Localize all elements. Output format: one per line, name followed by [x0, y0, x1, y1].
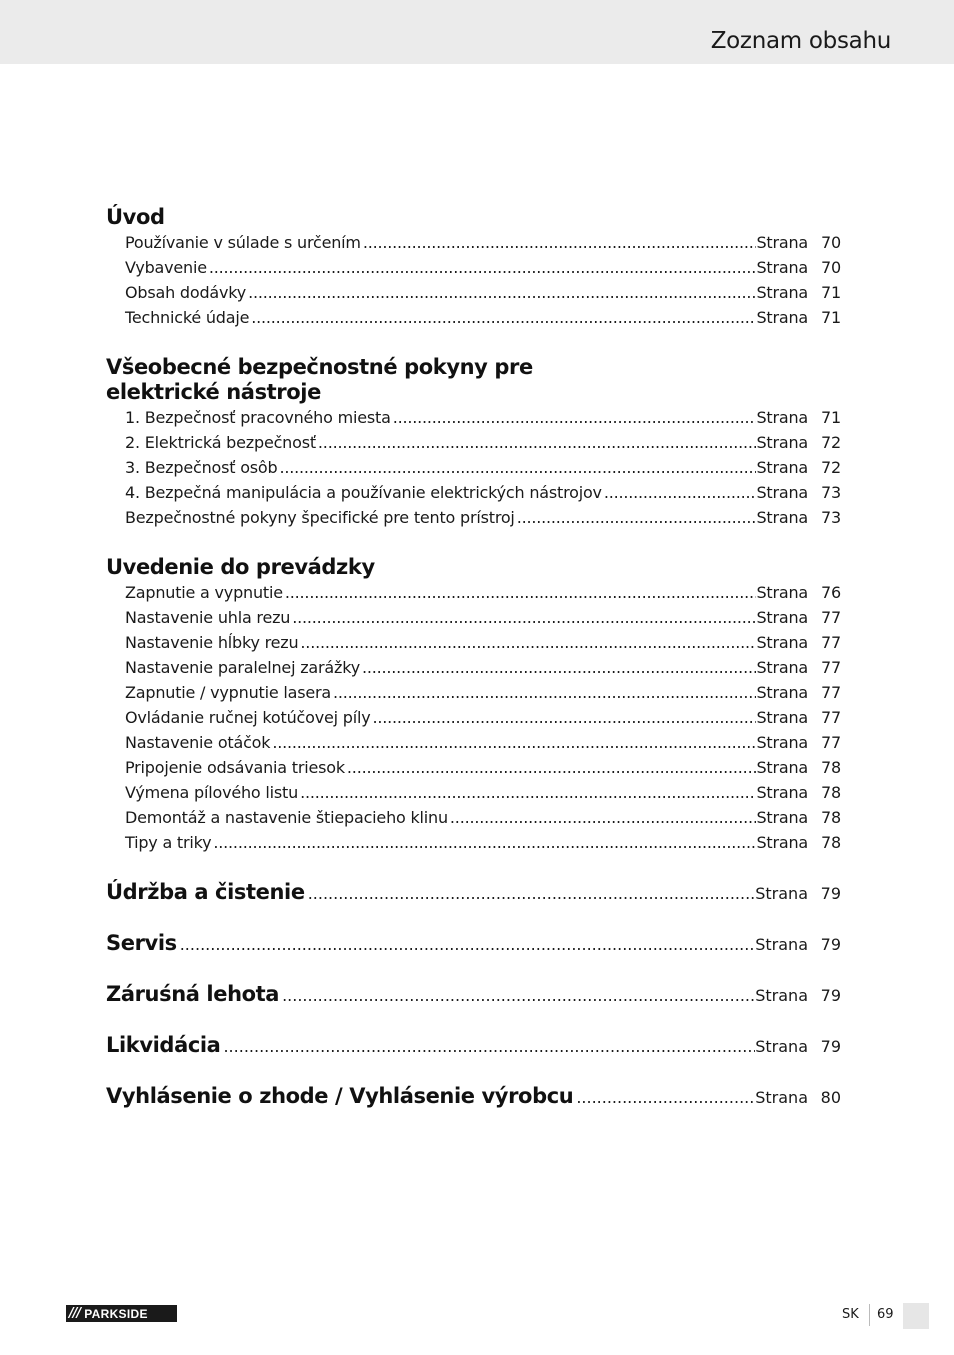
toc-entry[interactable]	[106, 505, 841, 530]
leader-dots	[272, 730, 756, 755]
leader-dots	[372, 705, 756, 730]
toc-entry-label: Strana	[756, 258, 808, 277]
toc-entry-text: Zapnutie a vypnutie	[125, 583, 283, 602]
toc-entry-text: Používanie v súlade s určením	[125, 233, 361, 252]
toc-entry-text: Demontáž a nastavenie štiepacieho klinu	[125, 808, 448, 827]
section-title-uvod: Úvod	[106, 205, 165, 229]
leader-dots	[318, 430, 757, 455]
toc-entry-page: 78	[821, 783, 841, 802]
toc-entry-label: Strana	[756, 658, 808, 677]
toc-entry-label: Strana	[756, 508, 808, 527]
toc-entry-page: 71	[821, 408, 841, 427]
toc-entry-label: Strana	[755, 935, 808, 954]
toc-entry[interactable]	[106, 780, 841, 805]
toc-entry[interactable]	[106, 830, 841, 855]
parkside-logo	[66, 1305, 177, 1322]
toc-entry-page: 71	[821, 308, 841, 327]
toc-entry-page: 78	[821, 833, 841, 852]
toc-entry-page: 77	[821, 683, 841, 702]
toc-main-entry-text: Likvidácia	[106, 1033, 221, 1057]
footer-divider	[869, 1304, 870, 1326]
toc-entry-label: Strana	[755, 1037, 808, 1056]
toc-entry-text: Výmena pílového listu	[125, 783, 299, 802]
toc-entry-text: Tipy a triky	[125, 833, 212, 852]
toc-entry-label: Strana	[756, 833, 808, 852]
toc-main-entry-text: Vyhlásenie o zhode / Vyhlásenie výrobcu	[106, 1084, 574, 1108]
toc-entry[interactable]	[106, 580, 841, 605]
leader-dots	[279, 455, 756, 480]
toc-entry-label: Strana	[756, 683, 808, 702]
toc-entry-page: 70	[821, 233, 841, 252]
toc-entry[interactable]	[106, 805, 841, 830]
toc-entry[interactable]	[106, 605, 841, 630]
toc-entry-text: 1. Bezpečnosť pracovného miesta	[125, 408, 391, 427]
toc-entry-page: 73	[821, 508, 841, 527]
toc-entry-page: 72	[821, 433, 841, 452]
toc-entry-page: 79	[820, 935, 841, 954]
toc-entry-page: 77	[821, 733, 841, 752]
toc-entry-page: 72	[821, 458, 841, 477]
leader-dots	[300, 780, 756, 805]
toc-entry-label: Strana	[756, 483, 808, 502]
toc-entry[interactable]	[106, 730, 841, 755]
page-number: 69	[877, 1307, 894, 1322]
toc-entry-label: Strana	[756, 758, 808, 777]
section-title-safety-line1: Všeobecné bezpečnostné pokyny pre	[106, 355, 533, 379]
toc-entry-label: Strana	[756, 408, 808, 427]
toc-entry-page: 77	[821, 633, 841, 652]
page-title: Zoznam obsahu	[710, 28, 891, 54]
toc-entry-page: 71	[821, 283, 841, 302]
leader-dots	[576, 1085, 755, 1110]
toc-entry-text: Zapnutie / vypnutie lasera	[125, 683, 331, 702]
toc-entry[interactable]	[106, 405, 841, 430]
toc-entry-text: Nastavenie otáčok	[125, 733, 271, 752]
toc-main-entry[interactable]	[106, 931, 841, 957]
toc-entry[interactable]	[106, 480, 841, 505]
toc-entry-label: Strana	[755, 1088, 808, 1107]
section-title-uvedenie: Uvedenie do prevádzky	[106, 555, 375, 579]
leader-dots	[450, 805, 757, 830]
toc-entry-page: 79	[820, 986, 841, 1005]
logo-stripes: ///	[69, 1306, 81, 1321]
toc-entry-label: Strana	[756, 608, 808, 627]
toc-entry[interactable]	[106, 430, 841, 455]
toc-entry-page: 78	[821, 808, 841, 827]
toc-entry-text: Pripojenie odsávania triesok	[125, 758, 345, 777]
leader-dots	[251, 305, 756, 330]
toc-entry-text: 4. Bezpečná manipulácia a používanie elektrických nástrojov	[125, 483, 602, 502]
leader-dots	[213, 830, 756, 855]
page-tab-marker	[903, 1303, 929, 1329]
toc-entry[interactable]	[106, 630, 841, 655]
toc-entry-text: Ovládanie ručnej kotúčovej píly	[125, 708, 371, 727]
toc-entry-label: Strana	[756, 733, 808, 752]
language-code: SK	[842, 1307, 859, 1322]
leader-dots	[347, 755, 757, 780]
toc-entry-label: Strana	[756, 583, 808, 602]
toc-main-entry[interactable]	[106, 880, 841, 906]
leader-dots	[393, 405, 757, 430]
leader-dots	[308, 881, 756, 906]
toc-entry-page: 80	[820, 1088, 841, 1107]
leader-dots	[517, 505, 757, 530]
toc-entry-page: 77	[821, 608, 841, 627]
toc-main-entry[interactable]	[106, 1084, 841, 1110]
logo-text: PARKSIDE	[84, 1306, 148, 1321]
toc-entry-text: Obsah dodávky	[125, 283, 247, 302]
toc-entry-text: Vybavenie	[125, 258, 207, 277]
toc-entry-page: 79	[820, 884, 841, 903]
leader-dots	[180, 932, 756, 957]
header-bar	[0, 0, 954, 64]
toc-main-entry-text: Servis	[106, 931, 177, 955]
toc-entry-label: Strana	[756, 233, 808, 252]
toc-entry[interactable]	[106, 280, 841, 305]
toc-entry-text: Nastavenie hĺbky rezu	[125, 633, 299, 652]
table-of-contents	[106, 205, 841, 1110]
toc-entry-text: 3. Bezpečnosť osôb	[125, 458, 278, 477]
toc-entry-label: Strana	[756, 783, 808, 802]
toc-entry-page: 78	[821, 758, 841, 777]
leader-dots	[223, 1034, 755, 1059]
toc-entry-label: Strana	[756, 708, 808, 727]
toc-main-entry-text: Záruśná lehota	[106, 982, 280, 1006]
toc-entry-page: 77	[821, 658, 841, 677]
toc-entry-page: 70	[821, 258, 841, 277]
toc-entry-label: Strana	[756, 458, 808, 477]
toc-entry[interactable]	[106, 655, 841, 680]
spacer	[106, 330, 841, 355]
toc-entry-label: Strana	[756, 633, 808, 652]
toc-entry-page: 76	[821, 583, 841, 602]
toc-entry-text: Bezpečnostné pokyny špecifické pre tento prístroj	[125, 508, 515, 527]
toc-entry-text: Nastavenie uhla rezu	[125, 608, 291, 627]
toc-main-entry-text: Údržba a čistenie	[106, 880, 305, 904]
toc-entry-label: Strana	[755, 884, 808, 903]
toc-entry-label: Strana	[755, 986, 808, 1005]
toc-entry-text: Technické údaje	[125, 308, 250, 327]
toc-entry[interactable]	[106, 305, 841, 330]
toc-entry-label: Strana	[756, 808, 808, 827]
toc-entry-text: 2. Elektrická bezpečnosť	[125, 433, 316, 452]
leader-dots	[300, 630, 756, 655]
leader-dots	[282, 983, 755, 1008]
spacer	[106, 530, 841, 555]
leader-dots	[292, 605, 756, 630]
toc-entry[interactable]	[106, 680, 841, 705]
leader-dots	[248, 280, 756, 305]
toc-entry-label: Strana	[756, 283, 808, 302]
toc-entry[interactable]	[106, 255, 841, 280]
toc-entry-page: 79	[820, 1037, 841, 1056]
toc-entry[interactable]	[106, 705, 841, 730]
toc-main-entry[interactable]	[106, 982, 841, 1008]
toc-entry-label: Strana	[756, 308, 808, 327]
leader-dots	[285, 580, 757, 605]
section-title-safety-line2: elektrické nástroje	[106, 380, 321, 404]
leader-dots	[209, 255, 757, 280]
leader-dots	[362, 655, 756, 680]
toc-entry-label: Strana	[756, 433, 808, 452]
leader-dots	[363, 230, 757, 255]
toc-entry[interactable]	[106, 755, 841, 780]
toc-entry-text: Nastavenie paralelnej zarážky	[125, 658, 360, 677]
toc-entry[interactable]	[106, 230, 841, 255]
leader-dots	[604, 480, 757, 505]
toc-entry-page: 73	[821, 483, 841, 502]
toc-entry[interactable]	[106, 455, 841, 480]
toc-entry-page: 77	[821, 708, 841, 727]
leader-dots	[333, 680, 756, 705]
toc-main-entry[interactable]	[106, 1033, 841, 1059]
